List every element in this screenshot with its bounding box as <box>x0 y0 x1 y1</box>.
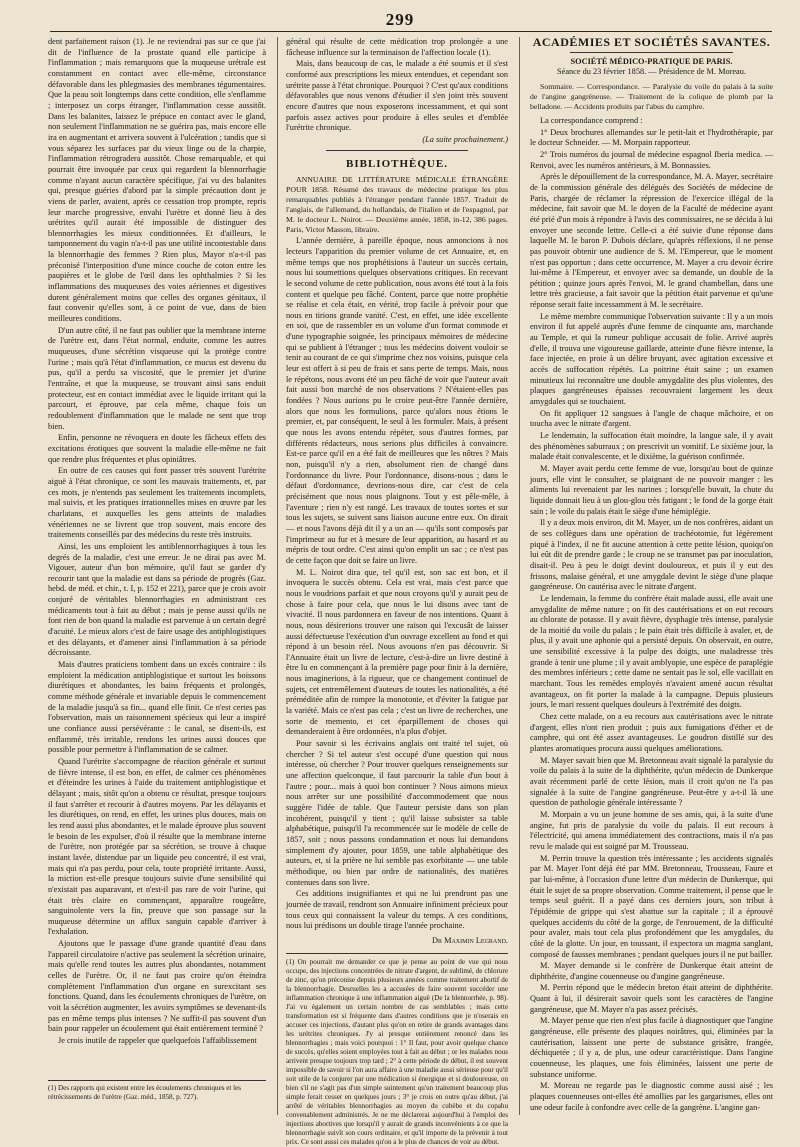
column-3 <box>530 37 773 1117</box>
col3-para-17: M. Moreau ne regarde pas le diagnostic comme aussi aisé ; les plaques couenneuses ont-elles été amollies par les gargarismes, elles ont une odeur facile à confondre avec celle de la gangrène. L'angine gan- <box>530 1081 773 1112</box>
col1-footnote: (1) Des rapports qui existent entre les écoulements chroniques et les rétrécissements de l'urètre (Gaz. méd., 1858, p. 727). <box>48 1080 266 1102</box>
col3-para-7: M. Mayer avait perdu cette femme de vue, lorsqu'au bout de quinze jours, elle vint le consulter, se plaignant de ne pouvoir manger : les aliments lui revenaient par les narines ; lorsqu'elle buvait, la chute du liquide donnait lieu à un glou-glou très fatigant ; le fond de la gorge était sain ; le voile du palais était le siège d'une hémiplégie. <box>530 463 773 516</box>
page-number: 299 <box>385 10 415 29</box>
col2-para-0: L'année dernière, à pareille époque, nous annoncions à nos lecteurs l'apparition du premier volume de cet Annuaire, et, en même temps que nos prophétisions à l'auteur un succès certain, nous lui soumettions quelques observations critiques. En recevant le second volume de cette publication, nous avons été tout à la fois content et quelque peu fâché. Content, parce que notre prophétie se réalise et cela était, en vérité, trop facile à prévoir pour que nous en tirions grande vanité. C'est, en effet, une idée excellente en soi, que de rassembler en un volume d'un format commode et d'une typographie soignée, les principaux mémoires de médecine qui se publient à l'étranger ; tous les médecins doivent vouloir se tenir au courant de ce qui s'imprime chez nos voisins, puisque cela leur est offert à si peu de frais et sans perte de temps. Mais, nous le répétons, nous avons été un peu fâché de voir que l'auteur avait fait aussi bon marché de nos observations ? N'étaient-elles pas fondées ? Nous aurions pu le croire peut-être l'année dernière, alors que nous les formulions, parce qu'alors nous étions le premier, et, par conséquent, le seul à les formuler. Mais, à présent que nous les avons entendu répéter, sous d'autres formes, par différents rédacteurs, nous serions plus difficiles à convaincre. Est-ce parce qu'il en a été fait de meilleures que les nôtres ? Mais non, puisqu'il n'y a rien, absolument rien de changé dans l'ordonnance du livre. Pour l'ordonnance, disons-nous ; dans le défaut d'ordonnance, devrions-nous dire, car c'est de cela précisément que nous nous plaignons. Tout y est pêle-mêle, à l'aventure ; rien n'y est rangé. Les travaux de toutes sortes et sur tous les sujets, se suivent sans liaison aucune entre eux. On dirait — et nous l'avons déjà dit il y a un an — qu'ils sont composés par l'imprimeur au fur et à mesure de leur apparition, au hasard et au mépris de tout ordre. C'est ainsi qu'on emplit un sac ; ce n'est pas de cette façon que doit se faire un livre. <box>286 236 508 565</box>
suite-note: (La suite prochainement.) <box>422 134 508 144</box>
col1-para-2: Enfin, personne ne révoquera en doute les fâcheux effets des excitations érotiques que souvent la maladie elle-même ne fait que rendre plus fréquentes et plus opiniâtres. <box>48 433 266 464</box>
col1-para-3: En outre de ces causes qui font passer très souvent l'urétrite aiguë à l'état chronique, ce sont les mauvais traitements, et, par ces mots, je n'entends pas seulement les traitements incomplets, mal suivis, et les pratiques irrationnelles mises en œuvre par les charlatans, et auxquelles les gens atteints de maladies vénériennes ne se livrent que trop souvent, mais encore des traitements conseillés par des médecins du reste très instruits. <box>48 466 266 540</box>
society-subtitle: SOCIÉTÉ MÉDICO-PRATIQUE DE PARIS. <box>570 56 733 66</box>
sommaire: Sommaire. — Correspondance. — Paralysie du voile du palais à la suite de l'angine gangréneuse. — Traitement de la colique de plomb par la belladone. — Accidents produits par l'abus du camphre. <box>530 81 773 111</box>
col3-para-2: 2° Trois numéros du journal de médecine espagnol Iberia medica. — Renvoi, avec les numéros antérieurs, à M. Bonnassies. <box>530 149 773 170</box>
biblio-heading: ANNUAIRE DE LITTÉRATURE MÉDICALE ÉTRANGÈRE POUR 1858. Résumé des travaux de médecine pratique les plus remarquables publiés à l'étranger pendant l'année 1857. Traduit de l'anglais, de l'allemand, du hollandais, de l'italien et de l'espagnol, par M. le docteur L. Noirot. — Deuxième année, 1858, in-12, 386 pages. Paris, Victor Masson, libraire. <box>286 175 508 235</box>
col3-para-9: Le lendemain, la femme du confrère était malade aussi, elle avait une amygdalite de même nature ; on fit des cautérisations et on eut recours au chlorate de potasse. Il y avait fièvre, dysphagie très intense, paralysie de la moitié du voile du palais ; le pain était très difficile à avaler, et, de plus, il y avait une aphonie qui a persisté depuis. On observait, en outre, une sensibilité excessive à la pulpe des doigts, une maladresse très grande à tenir une plume ; il y avait amblyopie, une espèce de paraplégie des membres inférieurs ; cette dame ne sentait pas le sol, elle vacillait en marchant. Tous les remèdes employés n'avaient amené aucun résultat avantageux, on fit porter la malade à la campagne. Depuis plusieurs jours, le mari ressent quelques douleurs à l'extrémité des doigts. <box>530 593 773 710</box>
col3-para-1: 1° Deux brochures allemandes sur le petit-lait et l'hydrothérapie, par le docteur Schneider. — M. Morpain rapporteur. <box>530 127 773 148</box>
col2-intro-1: Mais, dans beaucoup de cas, le malade a été soumis et il s'est conformé aux prescriptions les mieux entendues, et cependant son urétrite passe à l'état chronique. Pourquoi ? C'est qu'aux conditions défavorables que nous venons d'étudier il s'en joint très souvent encore d'autres que nous exposerons incessamment, et qui sont parfois assez actives pour produire à elles seules et d'emblée l'urétrite chronique. <box>286 59 508 133</box>
col2-para-2: Pour savoir si les écrivains anglais ont traité tel sujet, où chercher ? Si tel auteur s'est occupé d'une question qui nous intéresse, où chercher ? Pour trouver quelques renseignements sur une affection quelconque, il faut parcourir la table d'un bout à l'autre ; pour... mais à quoi bon continuer ? Nous aimons mieux nous arrêter sur une possibilité d'accommodement que nous suggère l'idée de table. Que l'auteur persiste dans son plan incohérent, puisqu'il y tient ; qu'il laisse subsister sa table alphabétique, puisqu'il l'a recommencée sur le modèle de celle de 1857, soit ; nous passons condamnation et nous lui demandons simplement d'y ajouter, pour 1859, une table alphabétique des auteurs, et, si la prière ne lui semble pas exorbitante — une table méthodique, ou bien par ordre de nationalités, des matières contenues dans son livre. <box>286 739 508 887</box>
col1-para-0: dent parfaitement raison (1). Je ne reviendrai pas sur ce que j'ai dit de l'influence de la prostate quand elle participe à l'inflammation ; mais remarquons que la muqueuse urétrale est constamment en contact avec elle-même, circonstance défavorable dans les phlegmasies des membranes tégumentaires. Que la peau soit longtemps dans cette condition, elle s'enflamme ; interposez un corps étranger, l'inflammation cesse aussitôt. Dans les balanites, laissez le prépuce en contact avec le gland, non seulement l'inflammation ne se guérira pas, mais encore elle ira en augmentant et arrivera souvent à l'ulcération ; tandis que si vous séparez les surfaces par du vieux linge ou de la charpie, l'inflammation rétrogradera aussitôt. Chose remarquable, et qui pourrait être invoquée par ceux qui regardent la blennorrhagie comme n'ayant aucun caractère spécifique, j'ai vu des balanites qui, presque guéries d'abord par la simple précaution dont je viens de parler, avaient, après ce cessation trop prompte, repris leur marche progressive, envahi l'urètre et donné lieu à des urétrites qu'il aurait été impossible de distinguer des blennorrhagies les mieux conditionnées. Et d'ailleurs, le tamponnement du vagin n'a-t-il pas une utilité incontestable dans la blennorrhagie des femmes ? Rien plus, Mayor n'a-t-il pas préconisé l'interposition d'une mince couche de coton entre les paupières et le globe de l'œil dans les ophthalmies ? Si les inflammations des muqueuses des voies aériennes et digestives durent généralement moins que celles des organes génitaux, il faut convenir qu'elles sont, à ce point de vue, dans de bien meilleures conditions. <box>48 37 266 324</box>
col1-para-7: Ajoutons que le passage d'une grande quantité d'eau dans l'appareil circulatoire n'active pas seulement la sécrétion urinaire, mais qu'elle rend toutes les autres plus abondantes, notamment celles de l'urètre. Or, il ne faut pas croire qu'on éteindra complètement l'inflammation d'un organe en surexcitant ses fonctions. Quand, dans les écoulements chroniques de l'urètre, on voit la sécrétion augmenter, les avoirs symptômes se devenant-ils pas en même temps plus intenses ? Ne suffit-il pas souvent d'un bain pour rappeler un écoulement qui était entièrement terminé ? <box>48 939 266 1034</box>
column-divider-1 <box>277 37 278 1115</box>
col2-para-3: Ces additions insignifiantes et qui ne lui prendront pas une journée de travail, rendront son Annuaire infiniment précieux pour tous ceux qui connaissent la valeur du temps. A ces conditions, nous lui prédisons un double tirage l'année prochaine. <box>286 889 508 931</box>
col3-para-4: Le même membre communique l'observation suivante : Il y a un mois environ il fut appelé auprès d'une femme de cinquante ans, marchande au Temple, et qui la rumeur publique accusait de folie. Arrivé auprès d'elle, il trouva une vigoureuse gaillarde, atteinte d'une fièvre intense, la face injectée, en proie à un délire bruyant, avec agitation excessive et accès de suffocation répétés. La poitrine était saine ; un examen minutieux lui reconnaître une double amygdalite des plus violentes, des plaques gangréneuses épaisses recouvraient largement les deux amygdales qui se touchaient. <box>530 311 773 407</box>
col3-para-15: M. Perrin répond que le médecin breton était atteint de diphthérite. Quant à lui, il désirerait savoir quels sont les caractères de l'angine gangréneuse, que M. Mayer n'a pas assez précisés. <box>530 983 773 1014</box>
seance-line: Séance du 23 février 1858. — Présidence de M. Moreau. <box>557 67 746 77</box>
column-1 <box>48 37 266 1087</box>
col1-para-5: Mais d'autres praticiens tombent dans un excès contraire : ils emploient la médication antiphlogistique et surtout les boissons diurétiques et abondantes, les bains fréquents et prolongés, comme méthode générale et invariable depuis le commencement de la maladie jusqu'à sa fin... quand elle finit. Ce n'est certes pas l'observation, mais un raisonnement spécieux qui leur a inspiré une confiance aussi persévérante : le canal, se disent-ils, est enflammé, très irritable, rendons les urines aussi douces que possible pour permettre à l'inflammation de se calmer. <box>48 660 266 755</box>
col3-para-6: Le lendemain, la suffocation était moindre, la langue sale, il y avait des phénomènes saburraux ; on prescrivit un vomitif. Le sixième jour, la malade était convalescente, et le dixième, la guérison confirmée. <box>530 431 773 462</box>
col1-para-8: Je crois inutile de rappeler que quelquefois l'affaiblissement <box>58 1036 257 1046</box>
col1-para-1: D'un autre côté, il ne faut pas oublier que la membrane interne de l'urètre est, dans l'état normal, enduite, comme les autres muqueuses, d'une sécrétion visqueuse qui la protège contre l'urine ; mais qu'à l'état d'inflammation, ce mucus est devenu du pus, qu'il a perdu sa viscosité, que le premier jet d'urine l'entraîne, et que la muqueuse, se trouvant ainsi sans enduit protecteur, est en contact immédiat avec le liquide irritant qui la parcourt, et éprouve, par cela même, chaque fois un redoublement d'inflammation que le malade ne sent que trop bien. <box>48 325 266 431</box>
academies-rule <box>570 52 733 53</box>
column-2 <box>286 37 508 1146</box>
col3-para-10: Chez cette malade, on a eu recours aux cautérisations avec le nitrate d'argent, elles n'ont rien produit ; puis aux fumigations d'éther et de camphre, qui ont été assez avantageuses. Le goudron distillé sur des plantes aromatiques procura aussi quelques améliorations. <box>530 712 773 754</box>
col3-para-12: M. Morpain a vu un jeune homme de ses amis, qui, à la suite d'une angine, fut pris de paralysie du voile du palais. Il eut recours à l'électricité, qui amena immédiatement des contractions, mais il n'a pas revu le malade qui est soigné par M. Trousseau. <box>530 809 773 851</box>
col3-para-5: On fit appliquer 12 sangsues à l'angle de chaque mâchoire, et on toucha avec le nitrate d'argent. <box>530 408 773 429</box>
col2-para-1: M. L. Noirot dira que, tel qu'il est, son sac est bon, et il invoquera le succès obtenu. Cela est vrai, mais c'est parce que nous le voudrions parfait et que nous croyons qu'il y aurait peu de chose à faire pour cela, que nous le lui disons avec tant de vivacité. Il nous pardonnera en faveur de nos intentions. Quant à nous, nous désirerions trouver une raison qui l'excusât de laisser aussi défectueuse l'exécution d'un ouvrage excellent au fond et qui répond à un besoin réel. Nous avouons n'en pas découvrir. Si l'Annuaire était un livre de lecture, c'est-à-dire un livre destiné à être lu en commençant à la première page pour finir à la dernière, nous imaginerions, à la rigueur, que ce changement continuel de sujets, cet entremêlement d'auteurs de toutes les nationalités, a été préméditée afin de rompre la monotonie, et d'éviter la fatigue par la variété. Mais ce n'est pas cela ; c'est un livre de recherches, une sorte de memento, et cet éparpillement de choses qui demanderaient à être ordonnées, n'a plus d'objet. <box>286 567 508 737</box>
signature: Dr Maximin Legrand. <box>432 935 508 945</box>
col3-para-16: M. Mayer pense que rien n'est plus facile à diagnostiquer que l'angine gangréneuse, elle présente des plaques noirâtres, qui, éliminées par la cautérisation, laissent une perte de substance grisâtre, frangée, déchiquetée ; il y a, de plus, une odeur caractéristique. Dans l'angine couenneuse, les plaques, une fois éliminées, laissent une perte de substance uniforme. <box>530 1016 773 1079</box>
col2-footnote: (1) On pourrait me demander ce que je pense au point de vue qui nous occupe, des injections concentrées de nitrate d'argent, de sublimé, de chlorure de zinc, qu'on préconise depuis plusieurs années comme traitement abortif de la blennorrhagie. Desruelles les a accusées de faire souvent succéder une inflammation chronique à une inflammation aiguë (De la blennorrhée, p. 98). J'ai vu également un certain nombre de cas semblables ; mais cette transformation est si fréquente dans d'autres conditions que je n'oserais en accuser ces injections, d'autant plus qu'on en retire de grands avantages dans les urétrites chroniques. J'y ai presque entièrement renoncé dans les blennorrhagies ; mais voici pourquoi : 1° Il faut, pour avoir quelque chance de succès, qu'elles soient employées tout à fait au début ; or les malades nous arrivent presque toujours trop tard ; 2° à cette période de début, il est souvent impossible de savoir si l'on aura affaire à une maladie aussi sérieuse pour qu'il soit utile de la conjurer par une médication si énergique et si douloureuse, on bien s'il ne s'agit pas d'un simple suintement qu'un traitement beaucoup plus simple ferait cesser en quelques jours ; 3° je crois en outre qu'au début, j'ai arrêté de véritables blennorrhagies au moyen du cubèbe et du copahu convenablement administrés. Je ne me déclarerai aujourd'hui à l'emploi des injections abortives que lorsqu'il y aurait de grands inconvénients à ce que la blennorrhagie suivît son cours ordinaire, et qu'il importe de la prévenir à tout prix. Ce sont aussi ces malades qu'on a le plus de chances de voir au début. <box>286 953 508 1147</box>
col3-para-0: La correspondance comprend : <box>540 115 643 125</box>
col3-para-13: M. Perrin trouve la question très intéressante ; les accidents signalés par M. Mayer l'ont déjà été par MM. Bretonneau, Trousseau, Faure et par lui-même, à l'occasion d'une lettre d'un médecin de Dunkerque, qui était le sujet de sa propre observation. Comme traitement, il pense que le temps seul guérit. Il a payé dans ces derniers jours, son tribut à l'épidémie de grippe qui s'est abattue sur la capitale ; il a éprouvé quelques accidents du côté de la gorge, de l'enrouement, de la difficulté pour avaler, mais tout cela plus profondément que les amygdales, du côté de la glotte. Un jour, en toussant, il expectora un magma sanglant, composé de fausses membranes ; pendant quelques jours il ne put bailler. <box>530 853 773 959</box>
col2-intro-0: général qui résulte de cette médication trop prolongée a une fâcheuse influence sur la terminaison de l'affection locale (1). <box>286 37 508 57</box>
header-rule <box>50 31 772 32</box>
col3-para-11: M. Mayer savait bien que M. Bretonneau avait signalé la paralysie du voile du palais à la suite de la diphthérite, qu'un médecin de Dunkerque avait récemment parlé de cette lésion, mais il croit qu'on ne l'a pas signalée à la suite de l'angine gangréneuse. Peut-être y a-t-il là une question de pathologie générale intéressante ? <box>530 755 773 808</box>
column-divider-2 <box>519 37 520 1115</box>
col1-para-4: Ainsi, les uns emploient les antiblennorrhagiques à tous les degrés de la maladie, c'est une erreur. Je ne dirai pas avec M. Vigouer, auteur d'un bon mémoire, qu'il faut se garder d'y recourir tant que la maladie est dans sa période de progrès (Gaz. hebd. de méd. et chir., t. I, p. 152 et 221), parce que je crois avoir conjuré de véritables blennorrhagies en administrant ces médicaments tout à fait au début ; mais je pense aussi qu'ils ne font rien de bon quand la maladie est parvenue à un certain degré d'acuité. Le mieux alors c'est de faire usage des antiphlogistiques et des délayants, et d'amener ainsi l'inflammation à sa période décroissante. <box>48 541 266 658</box>
col3-para-8: Il y a deux mois environ, dit M. Mayer, un de nos confrères, aidant un de ses collègues dans une opération de trachéotomie, fut légèrement piqué à l'index, il ne fit aucune attention à cette petite lésion, quoiqu'on lui eût dit de prendre garde ; le croup ne se transmet pas par inoculation, disait-il. Peu à peu le doigt devint douloureux, et puis il y eut des frissons, malaise général, et une amygdale devint le siège d'une plaque gangréneuse. On cautérisa avec le nitrate d'argent. <box>530 518 773 592</box>
col3-para-3: Après le dépouillement de la correspondance, M. A. Mayer, secrétaire de la commission générale des délégués des Sociétés de médecine de Paris, chargée de réclamer la répression de l'exercice illégal de la médecine, fait savoir que M. le doyen de la Faculté de médecine ayant été prié d'un mois à répondre à l'avis des commissaires, ne se décida à lui envoyer une seconde lettre. Celle-ci a été suivie d'une réponse dans laquelle M. le baron P. Dubois déclare, qu'après réflexions, il ne pense pas pouvoir obtenir une audience de S. M. l'Empereur, que le moment n'est pas opportun ; dans cette occurrence, M. Mayer a cru devoir écrire lui-même à l'Empereur, et envoyer avec sa demande, un double de la pétition ; quinze jours après l'envoi, M. le grand chambellan, dans une lettre très gracieuse, a fait savoir que la pétition était parvenue et qu'une réponse serait faite incessamment à M. le secrétaire. <box>530 172 773 310</box>
col1-para-6: Quand l'urétrite s'accompagne de réaction générale et surtout de fièvre intense, il est bon, en effet, de calmer ces phénomènes et d'éteindre les urines à l'aide du traitement antiphlogistique et délayant ; mais, sitôt qu'on a obtenu ce résultat, presque toujours il faut s'arrêter et recourir à d'autres moyens. Par les délayants et les diurétiques, on rend, en effet, les urines plus douces, mais on les rend aussi plus abondantes, et le malade éprouve plus souvent le besoin de les expulser, d'où il résulte que la membrane interne de l'urètre, non protégée par sa sécrétion, se trouve à chaque instant lavée, distendue par un liquide peu concentré, il est vrai, mais qui n'a pas perdu, pour cela, toute propriété irritante. Aussi, la miction est-elle presque toujours suivie d'une sensibilité qui n'existait pas auparavant, et n'est-il pas rare de voir l'urine, qui était très claire en commençant, apparaître rougeâtre, sanguinolente vers la fin, preuve que son passage sur la muqueuse détermine un afflux sanguin capable d'arriver à l'exhalation. <box>48 756 266 937</box>
col3-para-14: M. Mayer demande si le confrère de Dunkerque était atteint de diphthérite, d'angine couenneuse ou d'angine gangréneuse. <box>530 961 773 981</box>
biblio-title: BIBLIOTHÈQUE. <box>346 157 448 170</box>
section-divider <box>326 150 468 151</box>
academies-title: ACADÉMIES ET SOCIÉTÉS SAVANTES. <box>532 35 771 49</box>
